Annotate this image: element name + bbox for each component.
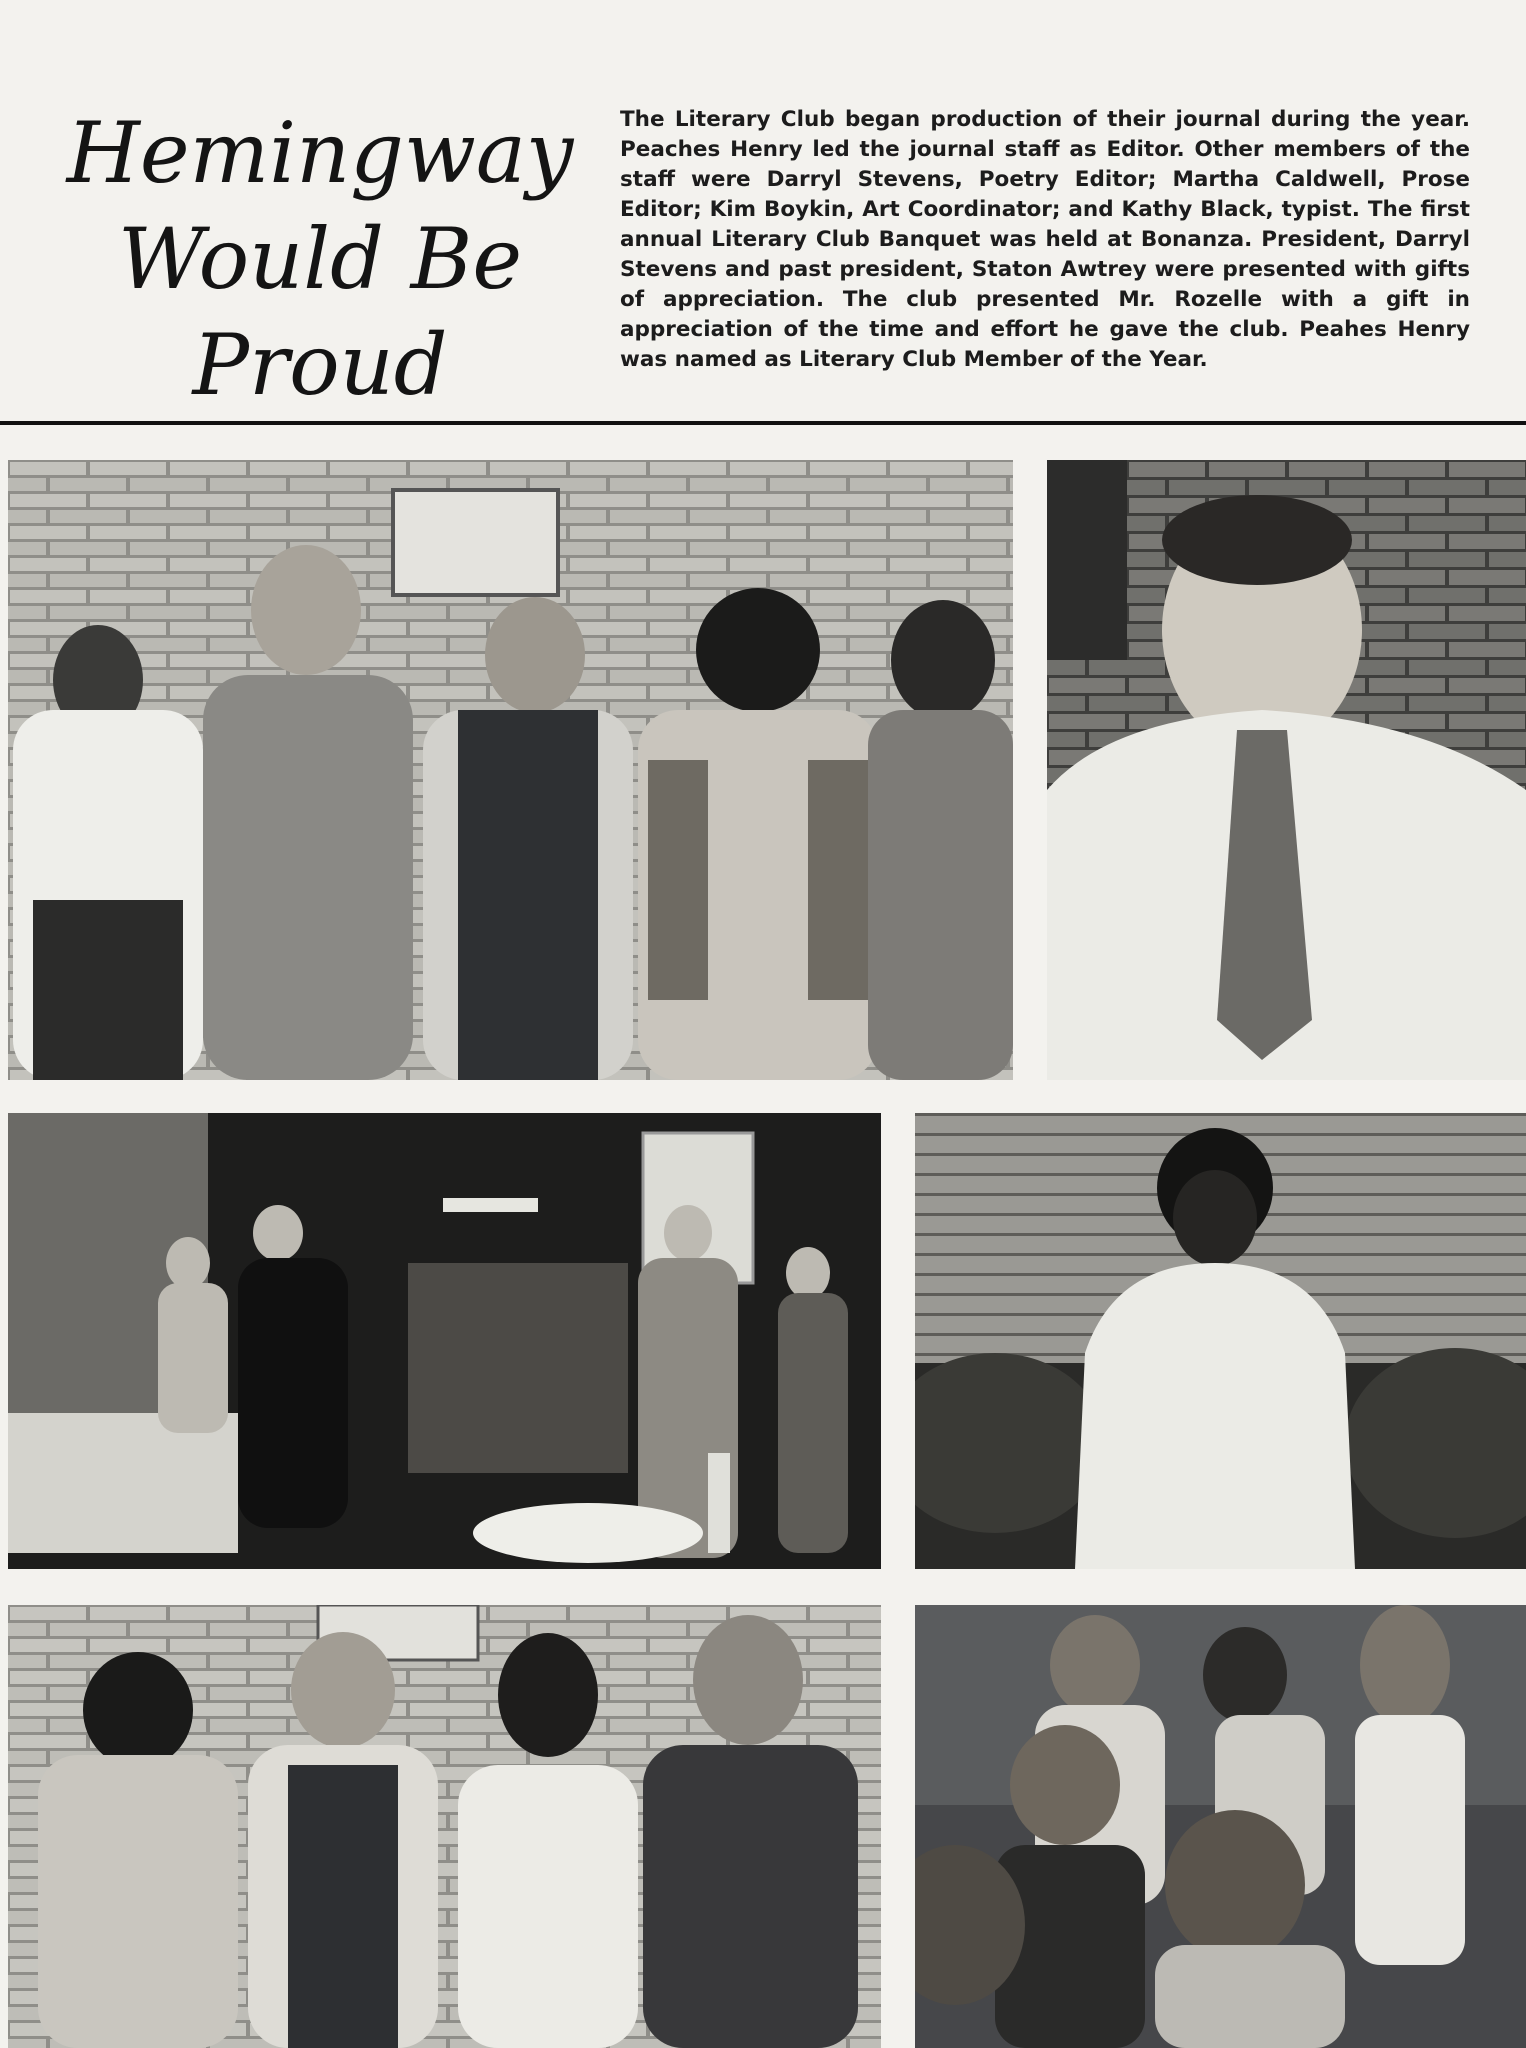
headline-line-2: Would Be bbox=[117, 210, 523, 308]
portrait-photo-icon bbox=[915, 1113, 1526, 1569]
photo-group-of-four-students bbox=[8, 1605, 881, 2048]
photo-night-event-bake-sale bbox=[8, 1113, 881, 1569]
divider-rule bbox=[0, 421, 1526, 425]
photo-woman-seated-outdoors bbox=[915, 1113, 1526, 1569]
group-photo-icon bbox=[8, 1605, 881, 2048]
body-paragraph: The Literary Club began production of their journal during the year. Peaches Henry led the journal staff as Editor. Other members of the staff were Darryl Stevens, Poetry Editor; Martha Caldwell, Prose Editor; Kim Boykin, Art Coordinator; and Kathy Black, typist. The first annual Literary Club Banquet was held at Bonanza. President, Darryl Stevens and past president, Staton Awtrey were presented with gifts of appreciation. The club presented Mr. Rozelle with a gift in appreciation of the time and effort he gave the club. Peahes Henry was named as Literary Club Member of the Year. bbox=[620, 107, 1470, 372]
group-photo-icon bbox=[915, 1605, 1526, 2048]
photo-students-at-chalkboard bbox=[915, 1605, 1526, 2048]
event-photo-icon bbox=[8, 1113, 881, 1569]
group-photo-icon bbox=[8, 460, 1013, 1080]
photo-group-of-five-students bbox=[8, 460, 1013, 1080]
headline-line-3: Proud bbox=[192, 316, 448, 414]
page-headline bbox=[60, 100, 580, 418]
photo-man-in-tie-portrait bbox=[1047, 460, 1526, 1080]
portrait-photo-icon bbox=[1047, 460, 1526, 1080]
headline-line-1: Hemingway bbox=[66, 104, 574, 202]
